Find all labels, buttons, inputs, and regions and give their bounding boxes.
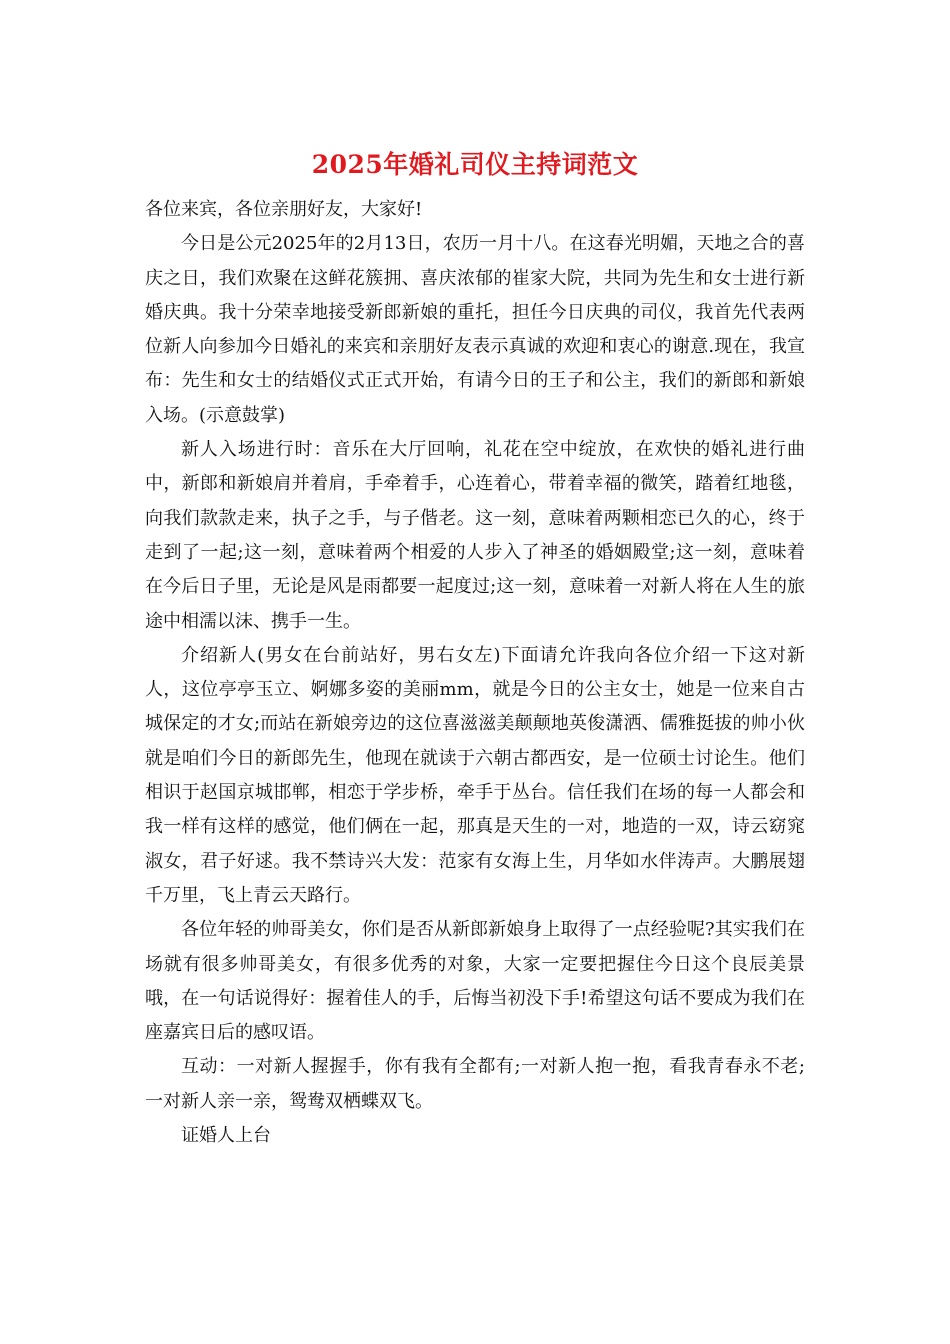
document-page: [145, 147, 805, 1153]
document-title: 2025年婚礼司仪主持词范文: [311, 150, 639, 179]
paragraph-opening: 今日是公元2025年的2月13日，农历一月十八。在这春光明媚，天地之合的喜庆之日，我们欢聚在这鲜花簇拥、喜庆浓郁的崔家大院，共同为先生和女士进行新婚庆典。我十分荣幸地接受新郎新娘的重托，担任今日庆典的司仪，我首先代表两位新人向参加今日婚礼的来宾和亲朋好友表示真诚的欢迎和衷心的谢意.现在，我宣布：先生和女士的结婚仪式正式开始，有请今日的王子和公主，我们的新郎和新娘入场。(示意鼓掌): [145, 233, 805, 426]
paragraph-advice: 各位年轻的帅哥美女，你们是否从新郎新娘身上取得了一点经验呢?其实我们在场就有很多帅哥美女，有很多优秀的对象，大家一定要把握住今日这个良辰美景哦，在一句话说得好：握着佳人的手，后悔当初没下手!希望这句话不要成为我们在座嘉宾日后的感叹语。: [145, 919, 805, 1044]
paragraph-introduction: 介绍新人(男女在台前站好，男右女左)下面请允许我向各位介绍一下这对新人，这位亭亭玉立、婀娜多姿的美丽mm，就是今日的公主女士，她是一位来自古城保定的才女;而站在新娘旁边的这位喜滋滋美颠颠地英俊潇洒、儒雅挺拔的帅小伙就是咱们今日的新郎先生，他现在就读于六朝古都西安，是一位硕士讨论生。他们相识于赵国京城邯郸，相恋于学步桥，牵手于丛台。信任我们在场的每一人都会和我一样有这样的感觉，他们俩在一起，那真是天生的一对，地造的一双，诗云窈窕淑女，君子好逑。我不禁诗兴大发：范家有女海上生，月华如水伴涛声。大鹏展翅千万里，飞上青云天路行。: [145, 644, 805, 906]
greeting-paragraph: 各位来宾，各位亲朋好友，大家好!: [145, 199, 423, 220]
paragraph-entrance: 新人入场进行时：音乐在大厅回响，礼花在空中绽放，在欢快的婚礼进行曲中，新郎和新娘肩并着肩，手牵着手，心连着心，带着幸福的微笑，踏着红地毯，向我们款款走来，执子之手，与子偕老。这一刻，意味着两颗相恋已久的心，终于走到了一起;这一刻，意味着两个相爱的人步入了神圣的婚姻殿堂;这一刻，意味着在今后日子里，无论是风是雨都要一起度过;这一刻，意味着一对新人将在人生的旅途中相濡以沫、携手一生。: [145, 439, 805, 632]
paragraph-witness: 证婚人上台: [181, 1125, 271, 1147]
paragraph-interaction: 互动：一对新人握握手，你有我有全都有;一对新人抱一抱，看我青春永不老;一对新人亲一亲，鸳鸯双栖蝶双飞。: [145, 1056, 805, 1112]
